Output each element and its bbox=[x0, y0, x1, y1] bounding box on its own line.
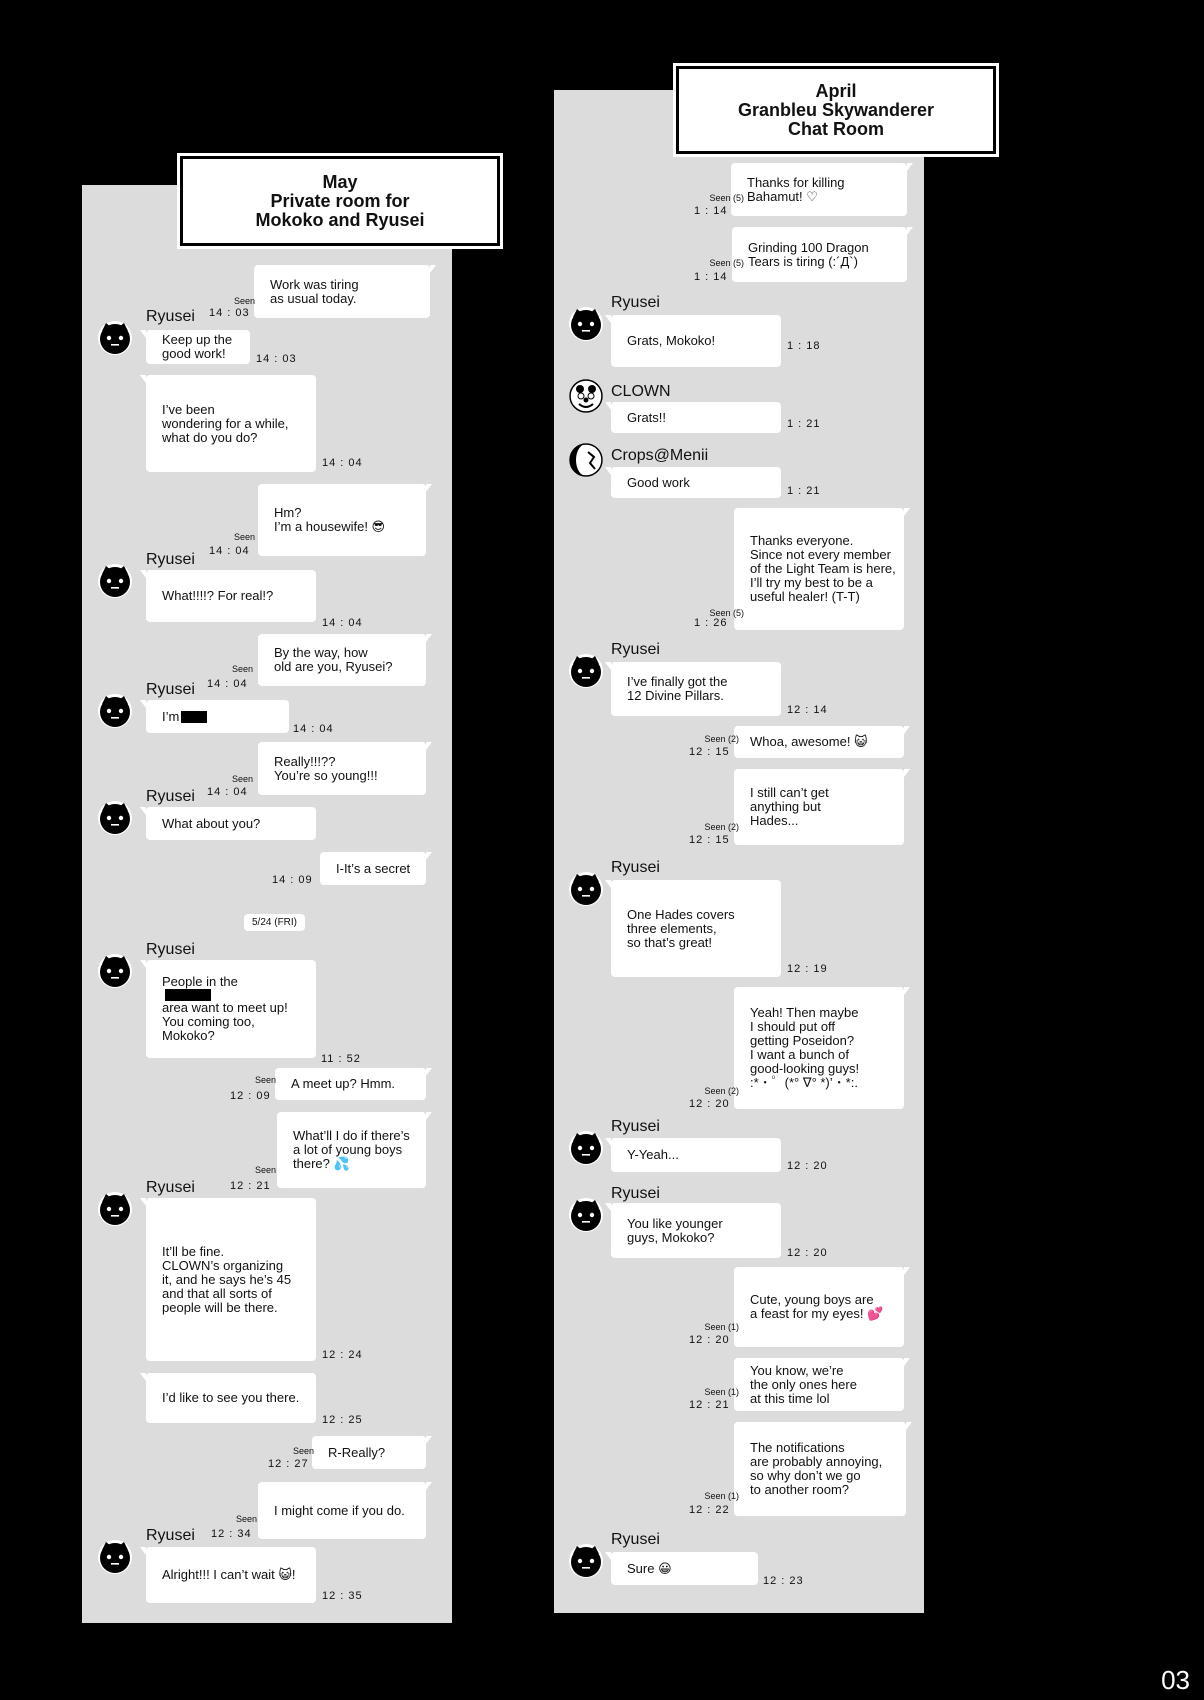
message-text-line: Tears is tiring (:´Д`) bbox=[748, 253, 858, 269]
april-chat-title bbox=[676, 66, 996, 154]
message-text-line: People in the bbox=[162, 975, 300, 1001]
seen-indicator: Seen bbox=[231, 774, 253, 784]
incoming-message-bubble bbox=[146, 960, 316, 1058]
title-line: April bbox=[815, 80, 857, 101]
message-timestamp: 14 : 03 bbox=[209, 307, 250, 319]
sender-name: Ryusei bbox=[146, 788, 195, 805]
seen-indicator: Seen (1) bbox=[704, 1322, 739, 1332]
message-text-line: Work was tiring bbox=[270, 276, 359, 292]
sender-name: Ryusei bbox=[611, 1118, 660, 1135]
message-text-line: Mokoko? bbox=[162, 1028, 215, 1043]
message-text-line: You coming too, bbox=[162, 1014, 255, 1029]
seen-indicator: Seen (1) bbox=[704, 1491, 739, 1501]
ryusei-cat-avatar-icon bbox=[569, 872, 603, 906]
incoming-message-bubble bbox=[146, 1373, 316, 1423]
sender-name: Ryusei bbox=[611, 1185, 660, 1202]
ryusei-cat-avatar-icon bbox=[98, 694, 132, 728]
message-timestamp: 12 : 20 bbox=[787, 1160, 828, 1172]
message-text-line: What’ll I do if there’s bbox=[293, 1128, 410, 1143]
message-text-line: The notifications bbox=[750, 1440, 845, 1455]
seen-indicator: Seen (2) bbox=[704, 1086, 739, 1096]
seen-indicator: Seen bbox=[233, 532, 255, 542]
sender-name: Ryusei bbox=[611, 641, 660, 658]
outgoing-message-bubble bbox=[734, 769, 904, 845]
message-text-line: CLOWN’s organizing bbox=[162, 1257, 284, 1273]
message-timestamp: 1 : 14 bbox=[694, 271, 728, 283]
message-text-line: so why don’t we go bbox=[750, 1468, 861, 1483]
seen-indicator: Seen (2) bbox=[704, 822, 739, 832]
seen-indicator: Seen bbox=[235, 1514, 257, 1524]
message-text-line: What!!!!? For real!? bbox=[162, 588, 274, 603]
message-timestamp: 14 : 04 bbox=[207, 786, 248, 798]
ryusei-cat-avatar-icon bbox=[98, 321, 132, 355]
message-text-line: there? 💦 bbox=[293, 1156, 350, 1171]
message-timestamp: 1 : 21 bbox=[787, 485, 821, 497]
outgoing-message-bubble bbox=[734, 1358, 904, 1411]
message-text-line: a feast for my eyes! 💕 bbox=[750, 1306, 884, 1321]
message-text-line: a lot of young boys bbox=[293, 1142, 403, 1157]
message-text-line: I’ve been bbox=[162, 401, 215, 417]
message-text-line: Keep up the bbox=[162, 332, 233, 347]
message-timestamp: 14 : 04 bbox=[322, 457, 363, 469]
message-timestamp: 14 : 04 bbox=[209, 545, 250, 557]
ryusei-cat-avatar-icon bbox=[569, 1131, 603, 1165]
message-timestamp: 14 : 04 bbox=[207, 678, 248, 690]
title-line: Mokoko and Ryusei bbox=[255, 209, 425, 230]
ryusei-cat-avatar-icon bbox=[569, 1544, 603, 1578]
message-text-line: I’d like to see you there. bbox=[162, 1390, 300, 1405]
seen-indicator: Seen bbox=[231, 664, 253, 674]
message-text-line: good-looking guys! bbox=[750, 1061, 860, 1076]
message-text-line: I’m a housewife! 😎 bbox=[274, 519, 386, 534]
outgoing-message-bubble bbox=[312, 1436, 426, 1469]
message-text-line: of the Light Team is here, bbox=[750, 561, 896, 576]
message-text-line: Alright!!! I can’t wait 😺! bbox=[162, 1567, 296, 1582]
incoming-message-bubble bbox=[146, 807, 316, 840]
sender-name: Ryusei bbox=[611, 294, 660, 311]
message-timestamp: 12 : 20 bbox=[689, 1334, 730, 1346]
message-timestamp: 1 : 26 bbox=[694, 617, 728, 629]
message-text-line: to another room? bbox=[750, 1482, 850, 1497]
message-timestamp: 12 : 15 bbox=[689, 746, 730, 758]
incoming-message-bubble bbox=[146, 570, 316, 622]
message-timestamp: 12 : 21 bbox=[230, 1180, 271, 1192]
date-separator-chip: 5/24 (FRI) bbox=[244, 914, 305, 931]
message-text-line: what do you do? bbox=[162, 429, 258, 445]
message-text-line: You’re so young!!! bbox=[274, 767, 378, 783]
incoming-message-bubble bbox=[611, 1552, 758, 1585]
seen-indicator: Seen (5) bbox=[709, 608, 744, 618]
ryusei-cat-avatar-icon bbox=[569, 654, 603, 688]
sender-name: CLOWN bbox=[611, 383, 671, 400]
outgoing-message-bubble bbox=[254, 265, 430, 318]
message-text-line: I-It’s a secret bbox=[336, 860, 411, 876]
message-text-line: I’ve finally got the bbox=[627, 674, 728, 689]
page-number: 03 bbox=[1161, 1665, 1190, 1695]
sender-name: Ryusei bbox=[611, 859, 660, 876]
message-timestamp: 1 : 18 bbox=[787, 340, 821, 352]
message-timestamp: 14 : 03 bbox=[256, 353, 297, 365]
message-text-line: What about you? bbox=[162, 815, 261, 831]
message-timestamp: 12 : 15 bbox=[689, 834, 730, 846]
incoming-message-bubble bbox=[146, 700, 289, 733]
message-timestamp: 11 : 52 bbox=[321, 1053, 361, 1065]
incoming-message-bubble bbox=[146, 330, 250, 364]
incoming-message-bubble bbox=[611, 662, 781, 716]
seen-indicator: Seen (5) bbox=[709, 258, 744, 268]
message-text-line: :*・゜(*° ∇° *)’・*:. bbox=[750, 1075, 858, 1090]
message-text-line: old are you, Ryusei? bbox=[274, 659, 393, 674]
message-text-line: Whoa, awesome! 😺 bbox=[750, 734, 868, 749]
message-text-line: good work! bbox=[162, 346, 226, 361]
sender-name: Ryusei bbox=[146, 308, 195, 325]
ryusei-cat-avatar-icon bbox=[98, 1192, 132, 1226]
ryusei-cat-avatar-icon bbox=[98, 954, 132, 988]
message-timestamp: 1 : 21 bbox=[787, 418, 821, 430]
message-text-line: Y-Yeah... bbox=[627, 1147, 679, 1162]
clown-avatar-icon bbox=[569, 379, 603, 413]
message-timestamp: 12 : 09 bbox=[230, 1090, 271, 1102]
message-timestamp: 12 : 23 bbox=[763, 1575, 804, 1587]
message-text-line: I’m bbox=[162, 708, 180, 724]
message-text-line: Thanks everyone. bbox=[750, 533, 854, 548]
message-text-line: It’ll be fine. bbox=[162, 1243, 225, 1259]
message-timestamp: 12 : 25 bbox=[322, 1414, 363, 1426]
message-text-line: You like younger bbox=[627, 1215, 723, 1231]
message-text-line: Since not every member bbox=[750, 547, 891, 562]
message-timestamp: 12 : 14 bbox=[787, 704, 828, 716]
outgoing-message-bubble bbox=[320, 852, 426, 885]
seen-indicator: Seen bbox=[292, 1446, 314, 1456]
outgoing-message-bubble bbox=[734, 987, 904, 1109]
ryusei-cat-avatar-icon bbox=[569, 307, 603, 341]
title-line: Private room for bbox=[270, 190, 410, 211]
message-text-line: One Hades covers bbox=[627, 906, 735, 922]
message-text-line: 12 Divine Pillars. bbox=[627, 688, 724, 703]
outgoing-message-bubble bbox=[258, 1482, 426, 1539]
message-timestamp: 12 : 34 bbox=[211, 1528, 252, 1540]
crops-avatar-icon bbox=[569, 443, 603, 477]
sender-name: Ryusei bbox=[146, 551, 195, 568]
outgoing-message-bubble bbox=[258, 484, 426, 556]
seen-indicator: Seen bbox=[233, 296, 255, 306]
message-text-line: I should put off bbox=[750, 1019, 836, 1034]
message-text-line: Grinding 100 Dragon bbox=[748, 239, 869, 255]
message-timestamp: 14 : 04 bbox=[293, 723, 334, 735]
message-text-line: I’ll try my best to be a bbox=[750, 575, 873, 590]
message-text-line: Thanks for killing bbox=[747, 174, 845, 190]
incoming-message-bubble bbox=[611, 402, 781, 433]
ryusei-cat-avatar-icon bbox=[98, 801, 132, 835]
message-text-line: so that’s great! bbox=[627, 934, 713, 950]
message-text-line: Grats, Mokoko! bbox=[627, 333, 716, 348]
message-text-line: Hades... bbox=[750, 813, 799, 828]
message-text-line: at this time lol bbox=[750, 1390, 830, 1406]
message-text-line: are probably annoying, bbox=[750, 1454, 883, 1469]
title-line: Granbleu Skywanderer bbox=[737, 99, 935, 120]
message-text-line: Grats!! bbox=[627, 409, 667, 425]
incoming-message-bubble bbox=[611, 880, 781, 977]
message-text-line: I might come if you do. bbox=[274, 1502, 405, 1518]
message-text-line: Cute, young boys are bbox=[750, 1292, 874, 1307]
title-line: May bbox=[322, 171, 358, 192]
message-text-line: Bahamut! ♡ bbox=[747, 188, 818, 204]
message-text-line: guys, Mokoko? bbox=[627, 1229, 715, 1245]
sender-name: Ryusei bbox=[146, 941, 195, 958]
outgoing-message-bubble bbox=[734, 1267, 904, 1347]
message-text-line: Hm? bbox=[274, 505, 302, 520]
incoming-message-bubble bbox=[146, 1547, 316, 1603]
message-timestamp: 12 : 24 bbox=[322, 1349, 363, 1361]
message-timestamp: 12 : 19 bbox=[787, 963, 828, 975]
message-text-line: wondering for a while, bbox=[162, 415, 289, 431]
message-timestamp: 12 : 22 bbox=[689, 1504, 730, 1516]
message-text-line: and that all sorts of bbox=[162, 1285, 272, 1301]
outgoing-message-bubble bbox=[734, 508, 904, 630]
incoming-message-bubble bbox=[611, 1138, 781, 1172]
outgoing-message-bubble bbox=[734, 726, 904, 758]
message-text-line: anything but bbox=[750, 799, 821, 814]
sender-name: Ryusei bbox=[611, 1531, 660, 1548]
incoming-message-bubble bbox=[146, 375, 316, 472]
seen-indicator: Seen bbox=[254, 1165, 276, 1175]
message-text-line: You know, we’re bbox=[750, 1362, 844, 1378]
seen-indicator: Seen (2) bbox=[704, 734, 739, 744]
message-text-line: getting Poseidon? bbox=[750, 1033, 855, 1048]
seen-indicator: Seen (5) bbox=[709, 193, 744, 203]
ryusei-cat-avatar-icon bbox=[98, 564, 132, 598]
message-timestamp: 12 : 35 bbox=[322, 1590, 363, 1602]
message-timestamp: 14 : 09 bbox=[272, 874, 313, 886]
outgoing-message-bubble bbox=[277, 1112, 426, 1188]
outgoing-message-bubble bbox=[732, 227, 907, 282]
redacted-age-block bbox=[181, 711, 207, 723]
seen-indicator: Seen bbox=[254, 1075, 276, 1085]
message-timestamp: 12 : 21 bbox=[689, 1399, 730, 1411]
message-timestamp: 12 : 20 bbox=[787, 1247, 828, 1259]
sender-name: Crops@Menii bbox=[611, 447, 709, 464]
message-text-line: I still can’t get bbox=[750, 785, 829, 800]
message-text-line: By the way, how bbox=[274, 645, 368, 660]
sender-name: Ryusei bbox=[146, 1179, 195, 1196]
sender-name: Ryusei bbox=[146, 1527, 195, 1544]
message-timestamp: 14 : 04 bbox=[322, 617, 363, 629]
message-text-line: as usual today. bbox=[270, 290, 357, 306]
message-text-line: three elements, bbox=[627, 920, 717, 936]
ryusei-cat-avatar-icon bbox=[98, 1540, 132, 1574]
message-timestamp: 1 : 14 bbox=[694, 205, 728, 217]
incoming-message-bubble bbox=[146, 1198, 316, 1361]
outgoing-message-bubble bbox=[734, 1422, 906, 1516]
outgoing-message-bubble bbox=[258, 634, 426, 686]
message-text-line: useful healer! (T-T) bbox=[750, 589, 860, 604]
message-text-line: area want to meet up! bbox=[162, 1000, 288, 1015]
title-line: Chat Room bbox=[788, 118, 884, 139]
incoming-message-bubble bbox=[611, 1203, 781, 1258]
message-text-line: it, and he says he’s 45 bbox=[162, 1271, 292, 1287]
message-text-line: R-Really? bbox=[328, 1444, 386, 1460]
outgoing-message-bubble bbox=[258, 742, 426, 795]
message-text-line: Yeah! Then maybe bbox=[750, 1005, 859, 1020]
message-text-line: Really!!!?? bbox=[274, 753, 336, 769]
message-text-line: the only ones here bbox=[750, 1376, 857, 1392]
incoming-message-bubble bbox=[611, 315, 781, 367]
outgoing-message-bubble bbox=[275, 1068, 426, 1100]
incoming-message-bubble bbox=[611, 467, 781, 498]
outgoing-message-bubble bbox=[731, 163, 907, 216]
may-chat-title bbox=[180, 156, 500, 246]
message-text-line: Sure 😀 bbox=[627, 1560, 672, 1576]
message-text-line: A meet up? Hmm. bbox=[291, 1076, 396, 1091]
ryusei-cat-avatar-icon bbox=[569, 1198, 603, 1232]
seen-indicator: Seen (1) bbox=[704, 1387, 739, 1397]
message-text-line: Good work bbox=[627, 474, 690, 490]
sender-name: Ryusei bbox=[146, 681, 195, 698]
message-text-line: I want a bunch of bbox=[750, 1047, 850, 1062]
message-text-line: people will be there. bbox=[162, 1299, 278, 1315]
message-timestamp: 12 : 27 bbox=[268, 1458, 309, 1470]
message-timestamp: 12 : 20 bbox=[689, 1098, 730, 1110]
